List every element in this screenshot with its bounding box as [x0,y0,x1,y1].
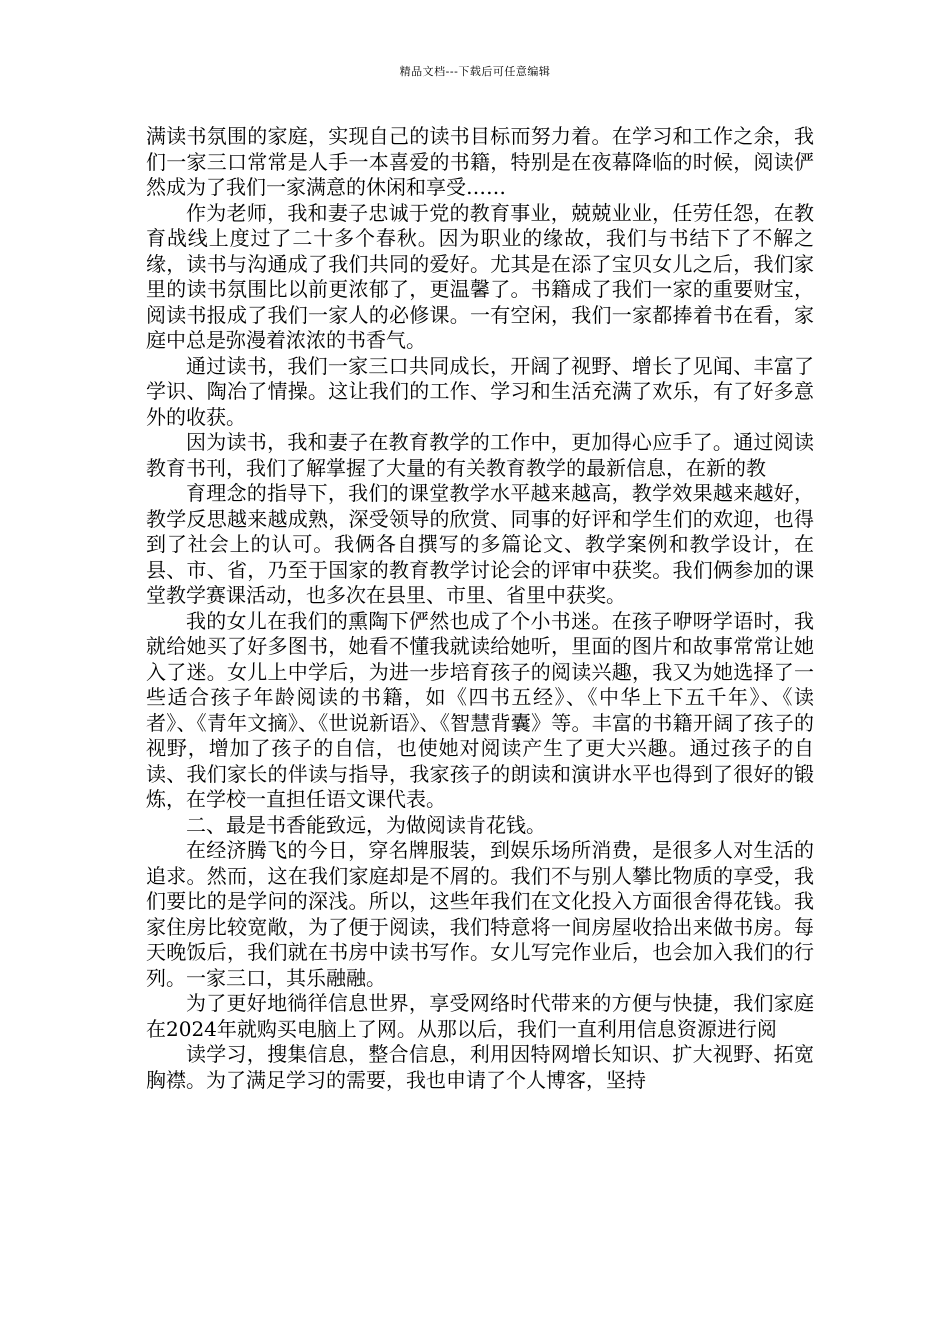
paragraph-5: 育理念的指导下，我们的课堂教学水平越来越高，教学效果越来越好，教学反思越来越成熟，深受领导的欣赏、同事的好评和学生们的欢迎，也得到了社会上的认可。我俩各自撰写的多篇论文、教学案例和教学设计，在县、市、省，乃至于国家的教育教学讨论会的评审中获奖。我们俩参加的课堂教学赛课活动，也多次在县里、市里、省里中获奖。 [146,481,814,607]
document-body [146,124,814,1093]
paragraph-3: 通过读书，我们一家三口共同成长，开阔了视野、增长了见闻、丰富了学识、陶冶了情操。这让我们的工作、学习和生活充满了欢乐，有了好多意外的收获。 [146,353,814,429]
paragraph-7: 在经济腾飞的今日，穿名牌服装，到娱乐场所消费，是很多人对生活的追求。然而，这在我们家庭却是不屑的。我们不与别人攀比物质的享受，我们要比的是学问的深浅。所以，这些年我们在文化投入方面很舍得花钱。我家住房比较宽敞，为了便于阅读，我们特意将一间房屋收拾出来做书房。每天晚饭后，我们就在书房中读书写作。女儿写完作业后，也会加入我们的行列。一家三口，其乐融融。 [146,838,814,990]
paragraph-1: 满读书氛围的家庭，实现自己的读书目标而努力着。在学习和工作之余，我们一家三口常常是人手一本喜爱的书籍，特别是在夜幕降临的时候，阅读俨然成为了我们一家满意的休闲和享受…… [146,124,814,199]
page-header: 精品文档---下载后可任意编辑 [399,65,551,78]
paragraph-6: 我的女儿在我们的熏陶下俨然也成了个小书迷。在孩子咿呀学语时，我就给她买了好多图书，她看不懂我就读给她听，里面的图片和故事常常让她入了迷。女儿上中学后，为进一步培育孩子的阅读兴趣，我又为她选择了一些适合孩子年龄阅读的书籍，如《四书五经》、《中华上下五千年》、《读者》、《青年文摘》、《世说新语》、《智慧背囊》等。丰富的书籍开阔了孩子的视野，增加了孩子的自信，也使她对阅读产生了更大兴趣。通过孩子的自读、我们家长的伴读与指导，我家孩子的朗读和演讲水平也得到了很好的锻炼，在学校一直担任语文课代表。 [146,608,814,811]
section-heading: 二、最是书香能致远，为做阅读肯花钱。 [186,812,546,837]
paragraph-4: 因为读书，我和妻子在教育教学的工作中，更加得心应手了。通过阅读教育书刊，我们了解掌握了大量的有关教育教学的最新信息，在新的教 [146,430,814,480]
paragraph-2: 作为老师，我和妻子忠诚于党的教育事业，兢兢业业，任劳任怨，在教育战线上度过了二十多个春秋。因为职业的缘故，我们与书结下了不解之缘，读书与沟通成了我们共同的爱好。尤其是在添了宝贝女儿之后，我们家里的读书氛围比以前更浓郁了，更温馨了。书籍成了我们一家的重要财宝，阅读书报成了我们一家人的必修课。一有空闲，我们一家都捧着书在看，家庭中总是弥漫着浓浓的书香气。 [146,200,814,352]
paragraph-8: 为了更好地徜徉信息世界，享受网络时代带来的方便与快捷，我们家庭在2024年就购买电脑上了网。从那以后，我们一直利用信息资源进行阅 [146,991,814,1041]
paragraph-9: 读学习，搜集信息，整合信息，利用因特网增长知识、扩大视野、拓宽胸襟。为了满足学习的需要，我也申请了个人博客，坚持 [146,1042,814,1092]
